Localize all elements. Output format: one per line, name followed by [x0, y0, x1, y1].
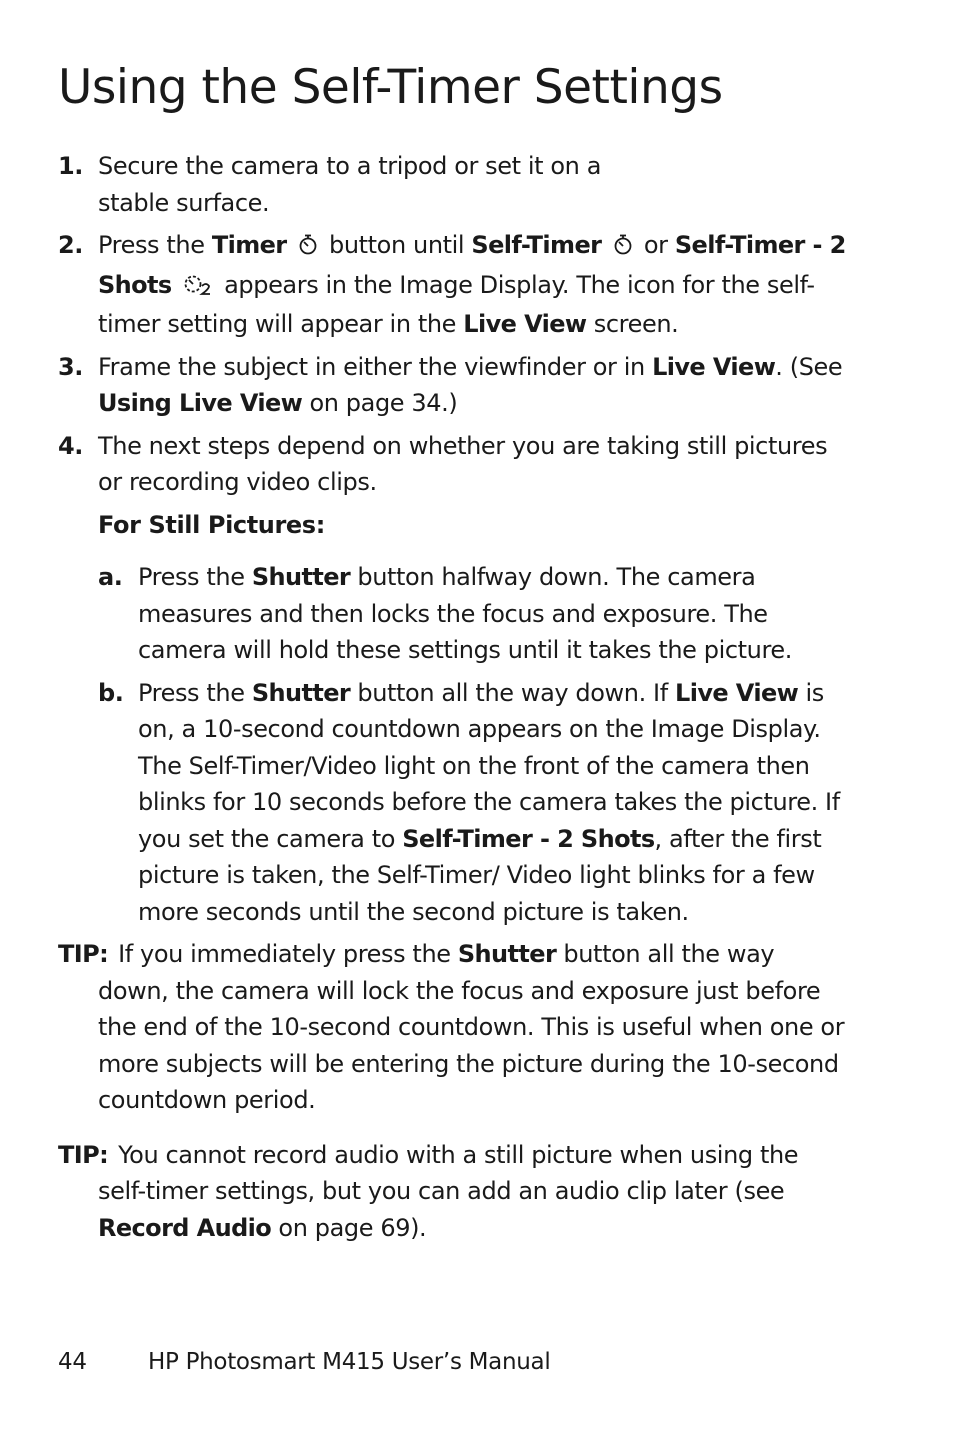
step-text: stable surface. [98, 188, 270, 217]
substep-text: , after the first picture is taken, the Self-Timer/ Video light blinks for a few more seconds until the second picture is taken. [138, 824, 822, 926]
tip-text: If you immediately press the [118, 940, 458, 968]
step-text: button until [329, 231, 472, 259]
substep-text: Press the [138, 563, 252, 591]
shutter-label: Shutter [251, 678, 351, 707]
still-pictures-heading: For Still Pictures: [98, 510, 325, 539]
tip-text: You cannot record audio with a still picture when using the self-timer settings, but you can add an audio clip later (see [98, 1140, 799, 1205]
step-text: . (See [775, 352, 843, 381]
instructions [58, 148, 848, 1246]
substep-text: Press the [138, 678, 252, 707]
manual-title: HP Photosmart M415 User’s Manual [148, 1349, 551, 1375]
page-footer [58, 1349, 550, 1375]
self-timer-2-shots-label: Self-Timer - 2 Shots [98, 231, 846, 299]
step-text: appears in the Image Display. The icon for the self-timer setting will appear in the [98, 270, 815, 338]
shutter-label: Shutter [457, 940, 557, 968]
timer-button-label: Timer [211, 231, 287, 259]
tip-label: TIP: [58, 1140, 109, 1169]
step-1 [58, 148, 848, 221]
page-title: Using the Self-Timer Settings [58, 60, 723, 115]
substep-b [58, 675, 848, 931]
step-2 [58, 227, 848, 343]
substep-text: is on, a 10-second countdown appears on the Image Display. The Self-Timer/Video light on the front of the camera then blinks for 10 seconds before the camera takes the picture. If you set the camera to [138, 678, 840, 853]
step-number: 3. [58, 352, 84, 381]
self-timer-2-shots-icon [183, 270, 213, 307]
page-number: 44 [58, 1349, 87, 1375]
tip-text: on page 69). [271, 1213, 427, 1242]
step-4 [58, 428, 848, 501]
substep-text: button all the way down. If [350, 678, 675, 707]
tip-label: TIP: [58, 940, 109, 968]
self-timer-icon [298, 230, 318, 267]
step-3 [58, 349, 848, 422]
step-text: screen. [586, 310, 679, 338]
step-text: Press the [98, 231, 212, 259]
tip-1 [58, 936, 848, 1119]
live-view-label: Live View [675, 678, 799, 707]
step-text: Secure the camera to a tripod or set it on a [98, 152, 602, 180]
step-number: 1. [58, 152, 84, 180]
record-audio-reference: Record Audio [98, 1213, 272, 1242]
substep-text: button halfway down. The camera measures and then locks the focus and exposure. The camera will hold these settings until it takes the picture. [138, 563, 792, 664]
substep-letter: a. [98, 563, 123, 591]
shutter-label: Shutter [251, 563, 351, 591]
tip-text: button all the way down, the camera will lock the focus and exposure just before the end of the 10-second countdown. This is useful when one or more subjects will be entering the picture during the 10-second countdown period. [98, 940, 845, 1114]
step-text: or [643, 231, 675, 259]
self-timer-2-shots-label: Self-Timer - 2 Shots [402, 824, 655, 853]
step-number: 2. [58, 231, 84, 259]
step-number: 4. [58, 431, 84, 460]
step-text: Frame the subject in either the viewfinder or in [98, 352, 653, 381]
step-text: The next steps depend on whether you are taking still pictures or recording video clips. [98, 431, 828, 496]
live-view-label: Live View [652, 352, 776, 381]
self-timer-label: Self-Timer [471, 231, 602, 259]
using-live-view-reference: Using Live View [98, 389, 303, 417]
tip-2 [58, 1137, 848, 1247]
substep-a [58, 559, 848, 669]
step-text: on page 34.) [302, 389, 458, 417]
self-timer-icon [613, 230, 633, 267]
live-view-label: Live View [463, 310, 587, 338]
substep-letter: b. [98, 678, 124, 707]
